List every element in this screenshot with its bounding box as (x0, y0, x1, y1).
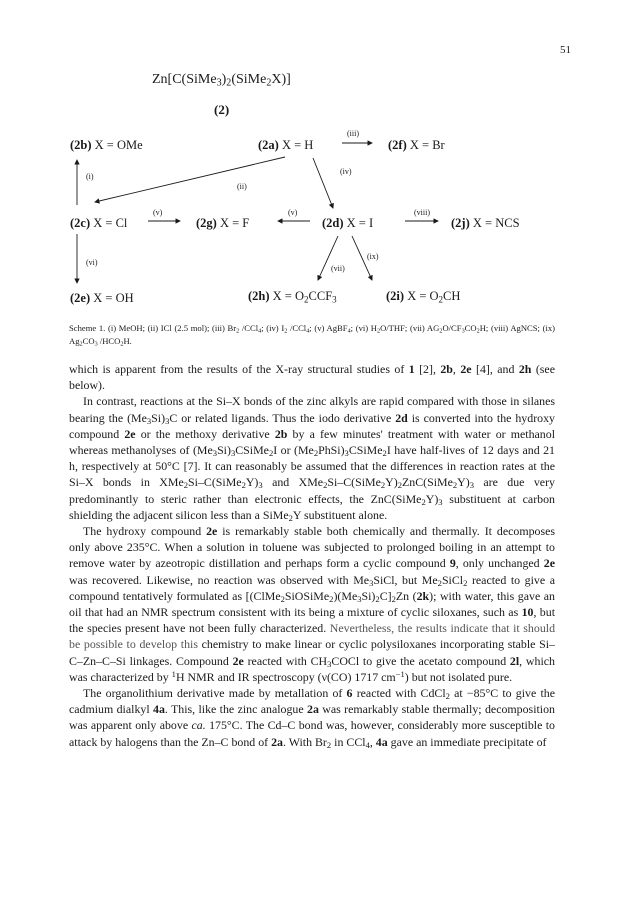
compound-2f: (2f) X = Br (388, 138, 445, 152)
reagent-label-vii: (vii) (331, 264, 345, 273)
paragraph-3: The hydroxy compound 2e is remarkably stable both chemically and thermally. It decomposes only above 235°C. When a solution in toluene was subjected to prolonged boiling in an attempt to remove water by azeotropic distillation and perhaps form a cyclic compound 9, only unchanged 2e was recovered. Likewise, no reaction was observed with $Me_3SiCl$, but $Me_2SiCl_2$ reacted to give a compound tentatively formulated as $[(ClMe_2SiOSiMe_2)(Me_3Si)_2C]_2Zn$ (2k); with water, this gave an oil that had an NMR spectrum consistent with its being a mixture of cyclic siloxanes, such as 10, but the species present have not been fully characterized. Nevertheless, the results indicate that it should be possible to develop this chemistry to make linear or cyclic polysiloxanes incorporating stable Si–C–Zn–C–Si linkages. Compound 2e reacted with $CH_3COCl$ to give the acetato compound 2l, which was characterized by $^1$H NMR and IR spectroscopy (ν(CO) 1717 $cm^{-1}$) but not isolated pure. (69, 524, 556, 684)
compound-2j: (2j) X = NCS (451, 216, 520, 230)
paragraph-2: In contrast, reactions at the Si–X bonds of the zinc alkyls are rapid compared with those in silanes bearing the $(Me_3Si)_3C$ or related ligands. Thus the iodo derivative 2d is converted into the hydroxy compound 2e or the methoxy derivative 2b by a few minutes' treatment with water or methanol whereas methanolyses of $(Me_3Si)_3CSiMe_2I$ or $(Me_2PhSi)_3CSiMe_2I$ have half-lives of 12 days and 21 h, respectively at 50°C [7]. It can reasonably be assumed that the differences in reaction rates at the Si–X bonds in $XMe_2Si-C(SiMe_2Y)_3$ and $XMe_2Si-C(SiMe_2Y)_2ZnC(SiMe_2Y)_3$ are due very predominantly to steric rather than electronic effects, the $ZnC(SiMe_2Y)_3$ substituent at carbon shielding the adjacent silicon less than a SiMe$_2$Y substituent alone. (69, 394, 556, 523)
arrow-vii (318, 236, 338, 280)
paragraph-4: The organolithium derivative made by metallation of 6 reacted with CdCl$_2$ at −85°C to give the cadmium dialkyl 4a. This, like the zinc analogue 2a was remarkably stable thermally; decomposition was apparent only above ca. 175°C. The Cd–C bond was, however, considerably more susceptible to attack by halogens than the Zn–C bond of 2a. With $Br_2$ in CCl$_4$, 4a gave an immediate precipitate of (69, 686, 555, 750)
paragraph-1: which is apparent from the results of the X-ray structural studies of 1 [2], 2b, 2e [4], and 2h (see below). (69, 362, 555, 393)
reagent-label-v-1: (v) (153, 208, 163, 217)
compound-2h: (2h) $X = O_2CCF_3$ (248, 289, 337, 305)
reagent-label-iii: (iii) (347, 129, 359, 138)
compound-2i: (2i) $X = O_2CH$ (386, 289, 461, 305)
compound-2g: (2g) X = F (196, 216, 250, 230)
compound-2e: (2e) X = OH (70, 291, 134, 305)
reagent-label-iv: (iv) (340, 167, 352, 176)
reagent-label-vi: (vi) (86, 258, 98, 267)
reagent-label-ix: (ix) (367, 252, 379, 261)
compound-2c: (2c) X = Cl (70, 216, 128, 230)
reagent-label-ii: (ii) (237, 182, 247, 191)
compound-2a: (2a) X = H (258, 138, 314, 152)
compound-number: (2) (214, 102, 230, 117)
scheme-caption: Scheme 1. (i) MeOH; (ii) ICl (2.5 mol); (iii) $Br_2$ /CCl$_4$; (iv) $I_2$ /CCl$_4$; (v) AgBF$_4$; (vi) $H_2O$/THF; (vii) $AG_2O/CF_3CO_2H$; (viii) AgNCS; (ix) $Ag_2CO_3$ $/HCO_2H$. (69, 323, 555, 348)
reagent-label-v-2: (v) (288, 208, 298, 217)
body-text (69, 361, 555, 750)
arrow-ii (95, 157, 285, 202)
reagent-label-viii: (viii) (414, 208, 430, 217)
compound-2b: (2b) X = OMe (70, 138, 143, 152)
reagent-label-i: (i) (86, 172, 94, 181)
compound-formula: $Zn[C(SiMe_3)_2(SiMe_2X)]$ (152, 72, 291, 89)
arrow-iv (313, 158, 333, 208)
compound-2d: (2d) X = I (322, 216, 374, 230)
page-number: 51 (560, 44, 571, 56)
